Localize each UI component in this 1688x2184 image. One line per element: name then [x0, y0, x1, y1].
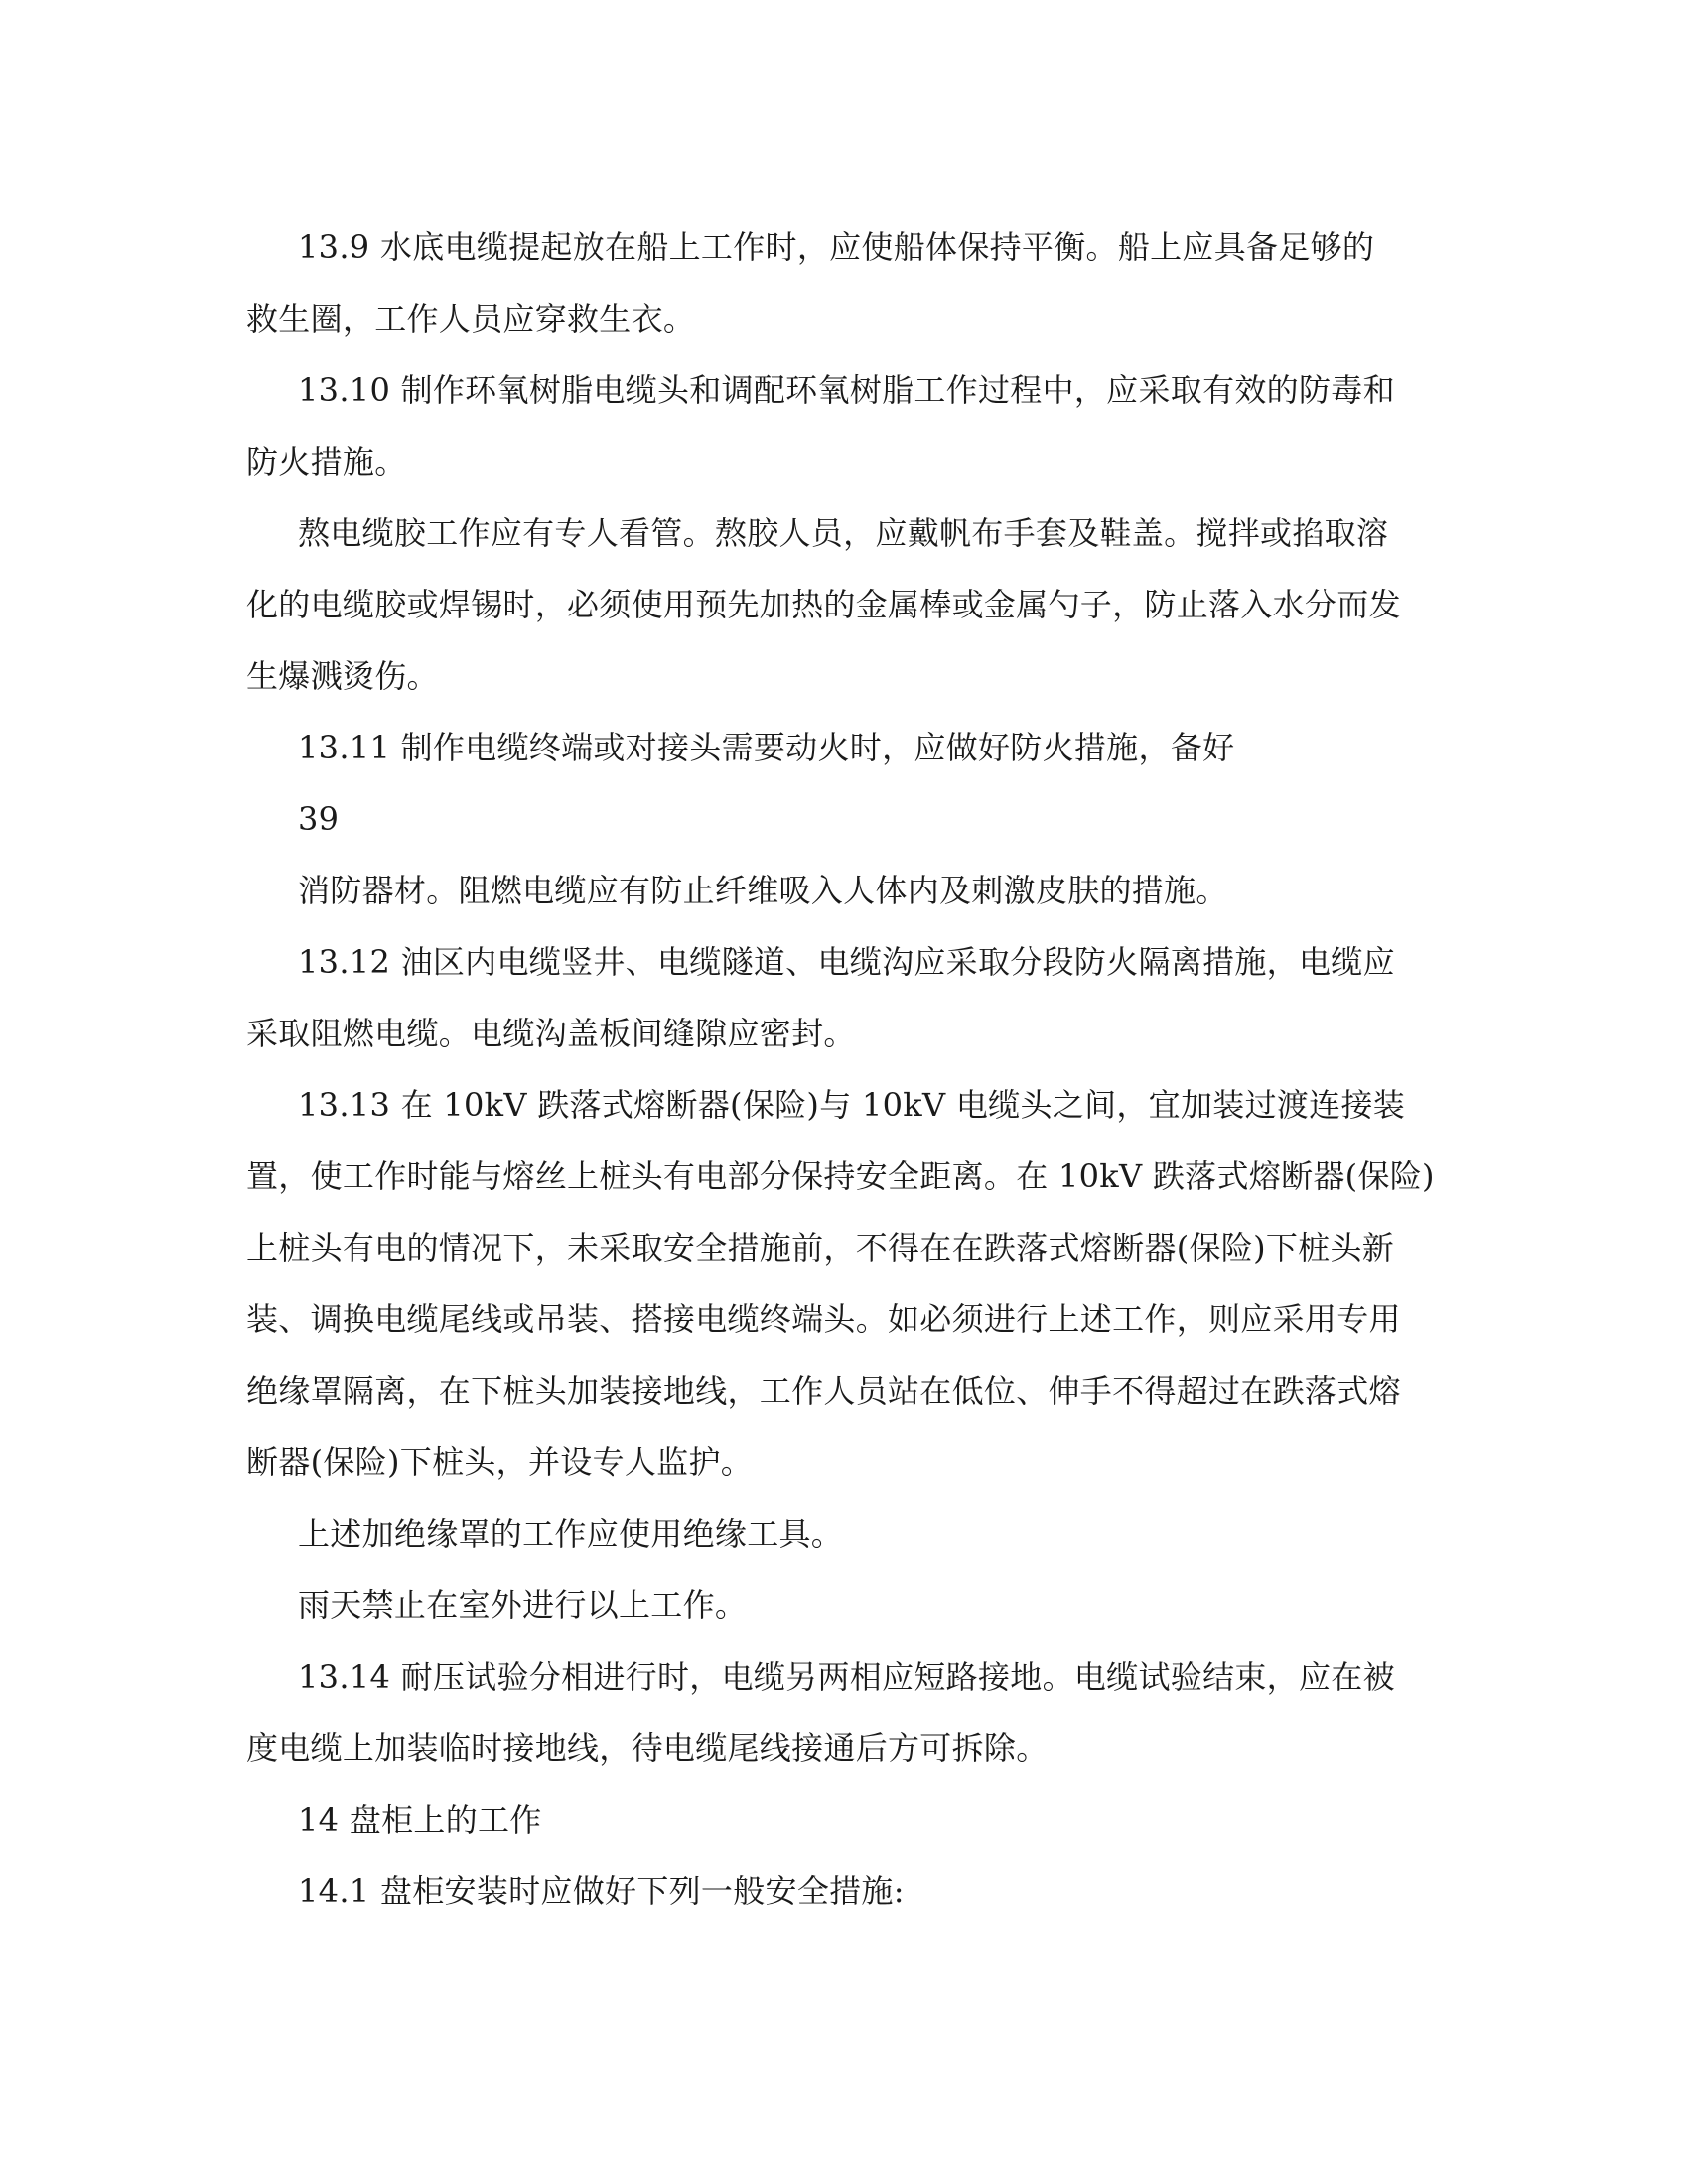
- paragraph-rain-prohibition: 雨天禁止在室外进行以上工作。: [298, 1586, 748, 1624]
- paragraph-13-12-line-1: 13.12 油区内电缆竖井、电缆隧道、电缆沟应采取分段防火隔离措施，电缆应: [298, 943, 1395, 981]
- paragraph-13-14-line-2: 度电缆上加装临时接地线，待电缆尾线接通后方可拆除。: [246, 1729, 1049, 1767]
- paragraph-14-1: 14.1 盘柜安装时应做好下列一般安全措施:: [298, 1872, 905, 1910]
- paragraph-13-13-line-3: 上桩头有电的情况下，未采取安全措施前，不得在在跌落式熔断器(保险)下桩头新: [246, 1229, 1395, 1267]
- paragraph-13-13-line-1: 13.13 在 10kV 跌落式熔断器(保险)与 10kV 电缆头之间，宜加装过渡连接装: [298, 1086, 1406, 1124]
- paragraph-13-11-line-1: 13.11 制作电缆终端或对接头需要动火时，应做好防火措施，备好: [298, 729, 1235, 766]
- paragraph-glue-line-3: 生爆溅烫伤。: [246, 657, 439, 695]
- paragraph-13-9-line-1: 13.9 水底电缆提起放在船上工作时，应使船体保持平衡。船上应具备足够的: [298, 228, 1375, 266]
- paragraph-13-13-line-2: 置，使工作时能与熔丝上桩头有电部分保持安全距离。在 10kV 跌落式熔断器(保险): [246, 1158, 1435, 1195]
- paragraph-insulation-tools: 上述加绝缘罩的工作应使用绝缘工具。: [298, 1515, 844, 1553]
- paragraph-13-9-line-2: 救生圈，工作人员应穿救生衣。: [246, 300, 696, 338]
- paragraph-13-13-line-6: 断器(保险)下桩头，并设专人监护。: [246, 1443, 754, 1481]
- paragraph-13-13-line-4: 装、调换电缆尾线或吊装、搭接电缆终端头。如必须进行上述工作，则应采用专用: [246, 1300, 1401, 1338]
- section-14-heading: 14 盘柜上的工作: [298, 1801, 542, 1839]
- paragraph-glue-line-1: 熬电缆胶工作应有专人看管。熬胶人员，应戴帆布手套及鞋盖。搅拌或掐取溶: [298, 514, 1389, 552]
- paragraph-13-13-line-5: 绝缘罩隔离，在下桩头加装接地线，工作人员站在低位、伸手不得超过在跌落式熔: [246, 1372, 1401, 1410]
- paragraph-13-12-line-2: 采取阻燃电缆。电缆沟盖板间缝隙应密封。: [246, 1015, 856, 1052]
- paragraph-13-11-line-2: 消防器材。阻燃电缆应有防止纤维吸入人体内及刺激皮肤的措施。: [298, 872, 1228, 909]
- paragraph-13-10-line-1: 13.10 制作环氧树脂电缆头和调配环氧树脂工作过程中，应采取有效的防毒和: [298, 371, 1395, 409]
- paragraph-13-14-line-1: 13.14 耐压试验分相进行时，电缆另两相应短路接地。电缆试验结束，应在被: [298, 1658, 1395, 1696]
- paragraph-glue-line-2: 化的电缆胶或焊锡时，必须使用预先加热的金属棒或金属勺子，防止落入水分而发: [246, 586, 1401, 623]
- page-number: 39: [298, 800, 340, 838]
- paragraph-13-10-line-2: 防火措施。: [246, 443, 407, 480]
